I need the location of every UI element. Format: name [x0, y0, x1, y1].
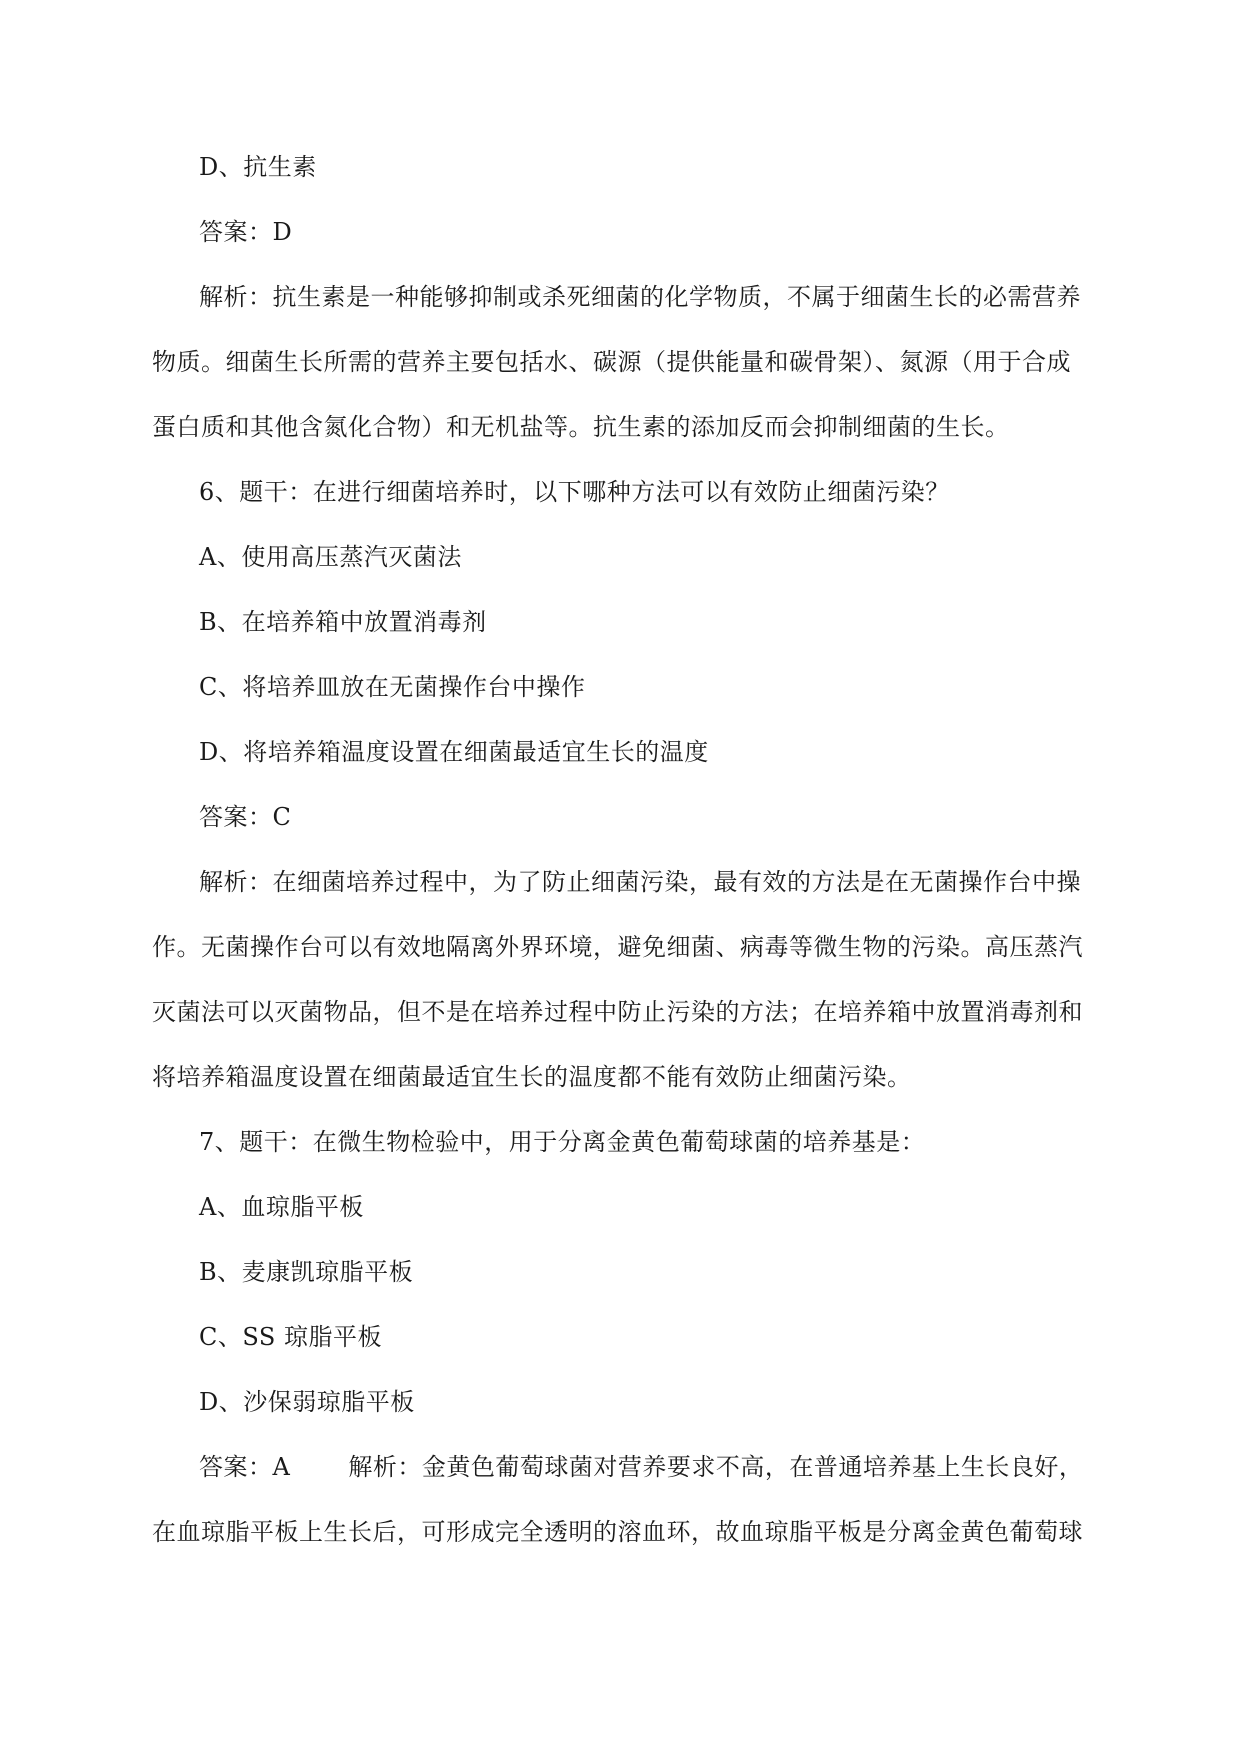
- q6-explanation-line-2: 作。无菌操作台可以有效地隔离外界环境，避免细菌、病毒等微生物的污染。高压蒸汽: [152, 933, 1083, 961]
- q7-explanation-line-1: 解析：金黄色葡萄球菌对营养要求不高，在普通培养基上生长良好，: [348, 1453, 1084, 1481]
- q6-option-c: C、将培养皿放在无菌操作台中操作: [199, 673, 586, 701]
- q7-stem: 7、题干：在微生物检验中，用于分离金黄色葡萄球菌的培养基是：: [199, 1128, 926, 1156]
- q5-explanation-line-1: 解析：抗生素是一种能够抑制或杀死细菌的化学物质，不属于细菌生长的必需营养: [199, 283, 1081, 311]
- q7-option-d: D、沙保弱琼脂平板: [199, 1388, 415, 1416]
- q7-answer-line: [199, 1451, 1083, 1483]
- q6-explanation-line-3: 灭菌法可以灭菌物品，但不是在培养过程中防止污染的方法；在培养箱中放置消毒剂和: [152, 998, 1083, 1026]
- q6-explanation-line-1: 解析：在细菌培养过程中，为了防止细菌污染，最有效的方法是在无菌操作台中操: [199, 868, 1081, 896]
- q7-explanation-line-2: 在血琼脂平板上生长后，可形成完全透明的溶血环，故血琼脂平板是分离金黄色葡萄球: [152, 1518, 1083, 1546]
- q7-option-a: A、血琼脂平板: [199, 1193, 364, 1221]
- q6-answer: 答案：C: [199, 803, 292, 831]
- q6-stem: 6、题干：在进行细菌培养时，以下哪种方法可以有效防止细菌污染？: [199, 478, 950, 506]
- q6-option-b: B、在培养箱中放置消毒剂: [199, 608, 487, 636]
- q6-explanation-line-4: 将培养箱温度设置在细菌最适宜生长的温度都不能有效防止细菌污染。: [152, 1063, 912, 1091]
- q6-option-d: D、将培养箱温度设置在细菌最适宜生长的温度: [199, 738, 709, 766]
- q5-answer: 答案：D: [199, 218, 293, 246]
- q7-answer: 答案：A: [199, 1453, 291, 1481]
- q5-explanation-line-2: 物质。细菌生长所需的营养主要包括水、碳源（提供能量和碳骨架）、氮源（用于合成: [152, 348, 1071, 376]
- q7-option-c: C、SS 琼脂平板: [199, 1323, 382, 1351]
- q7-option-b: B、麦康凯琼脂平板: [199, 1258, 414, 1286]
- q5-option-d: D、抗生素: [199, 153, 317, 181]
- q5-explanation-line-3: 蛋白质和其他含氮化合物）和无机盐等。抗生素的添加反而会抑制细菌的生长。: [152, 413, 1010, 441]
- q6-option-a: A、使用高压蒸汽灭菌法: [199, 543, 462, 571]
